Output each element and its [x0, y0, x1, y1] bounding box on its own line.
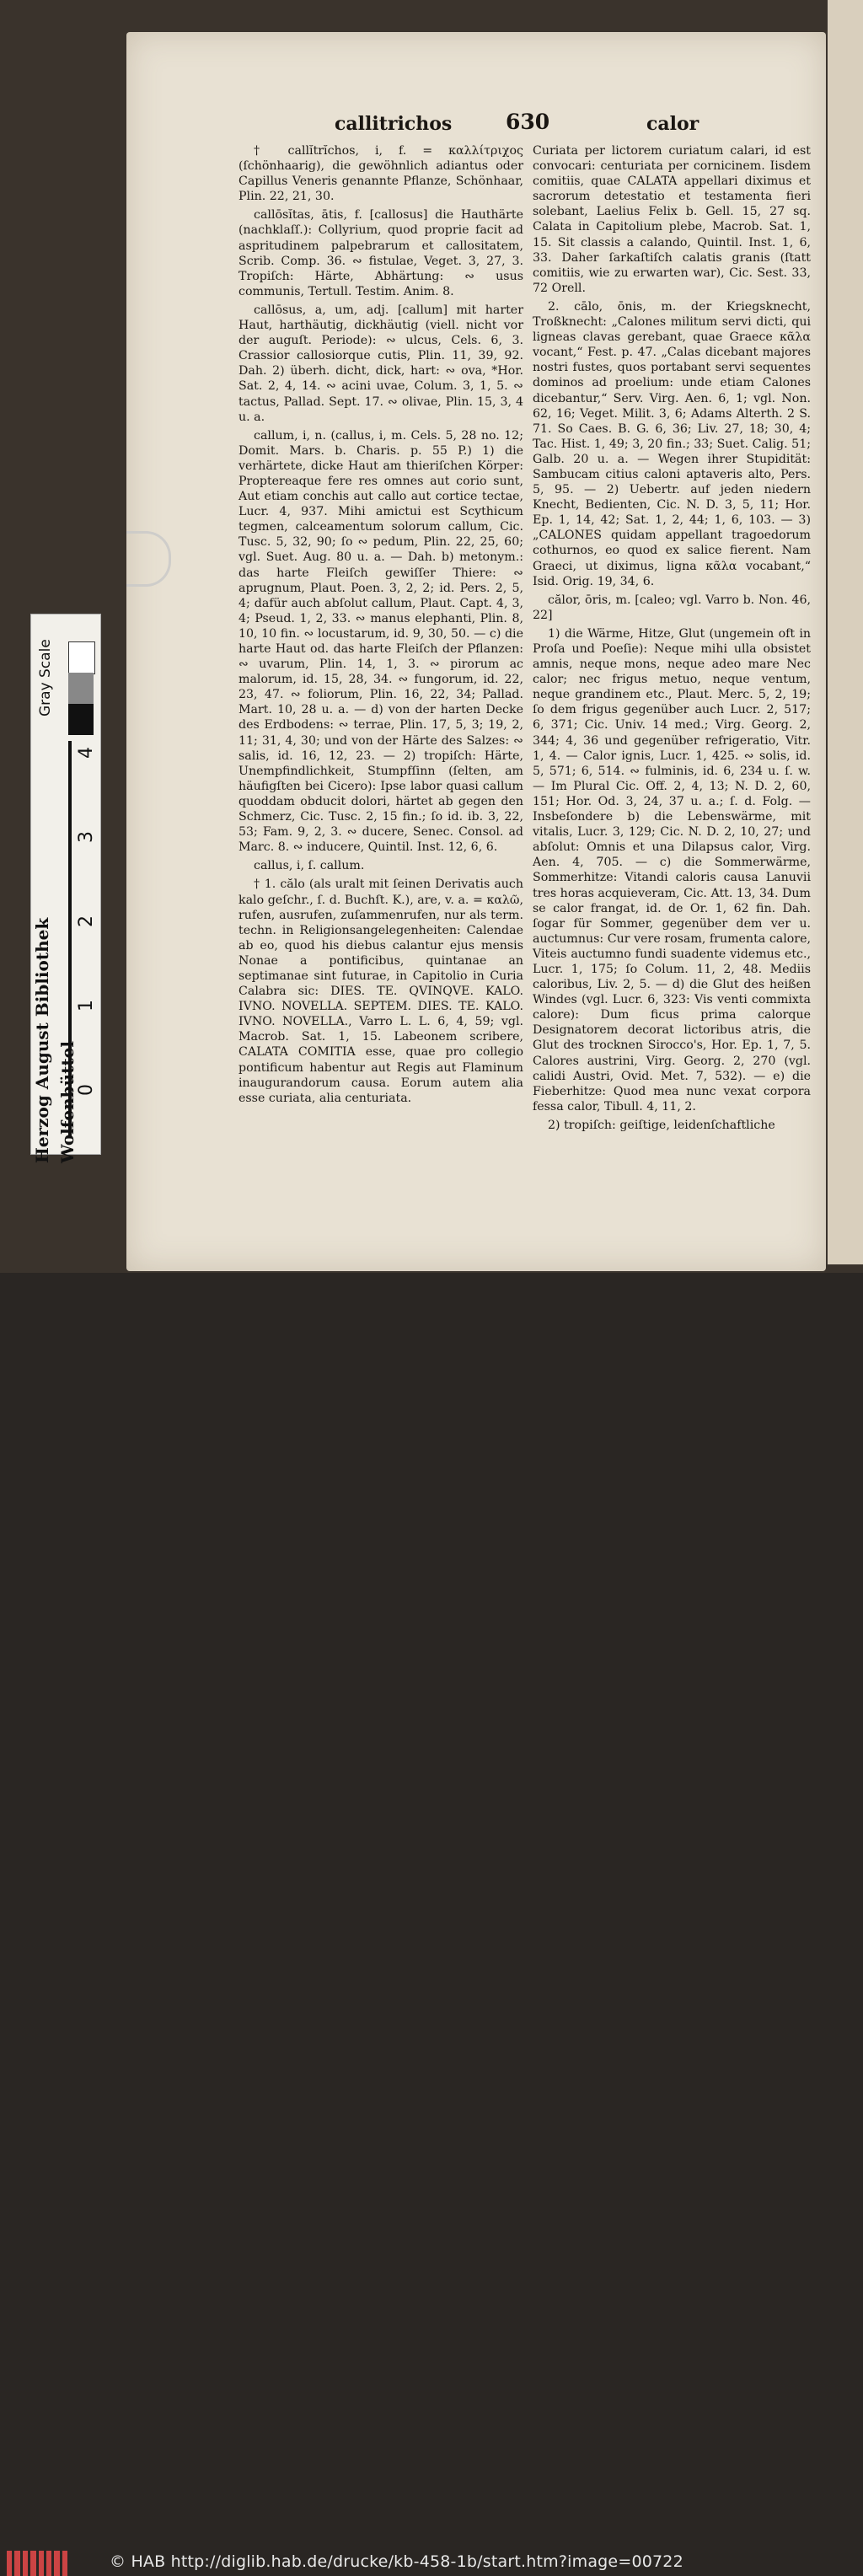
dictionary-entry	[533, 143, 811, 296]
gray-swatch-white	[68, 641, 95, 674]
entry-text: călor, ōris, m. [caleo; vgl. Varro b. Non. 46, 22]	[533, 593, 811, 622]
footer-url-text[interactable]: © HAB http://diglib.hab.de/drucke/kb-458-1b/start.htm?image=00722	[110, 2552, 683, 2571]
entry-text: callus, i, ſ. callum.	[254, 859, 365, 873]
dictionary-entry	[239, 858, 523, 873]
entry-text: callōsus, a, um, adj. [callum] mit harter Haut, harthäutig, dickhäutig (viell. nicht vor der auguſt. Periode): ∾ ulcus, Cels. 6, 3. Crassior callosiorque cutis, Plin. 11, 39, 92. Dah. 2) überh. dicht, dick, hart: ∾ ova, *Hor. Sat. 2, 4, 14. ∾ acini uvae, Colum. 3, 1, 5. ∾ tactus, Pallad. Sept. 17. ∾ olivae, Plin. 15, 3, 4 u. a.	[239, 303, 523, 424]
dictionary-entry	[533, 593, 811, 623]
dictionary-entry	[239, 877, 523, 1105]
dictionary-entry	[239, 303, 523, 425]
header-left-catchword: callitrichos	[335, 113, 453, 135]
book-page	[126, 32, 826, 1271]
entry-text: † 1. călo (als uralt mit ſeinen Derivatis auch kalo geſchr., ſ. d. Buchſt. K.), are, v. a. = καλῶ, rufen, ausrufen, zuſammenrufen, nur als term. techn. in Religionsangelegenheiten: Calendae ab eo, quod his diebus calantur ejus mensis Nonae a pontificibus, quintanae an septimanae sint futurae, in Capitolio in Curia Calabra sic: DIES. TE. QVINQVE. KALO. IVNO. NOVELLA. SEPTEM. DIES. TE. KALO. IVNO. NOVELLA., Varro L. L. 6, 4, 59; vgl. Macrob. Sat. 1, 15. Labeonem scribere, CALATA COMITIA esse, quae pro collegio pontificum habentur aut Regis aut Flaminum inaugurandorum causa. Eorum autem alia esse curiata, alia centuriata.	[239, 877, 523, 1105]
entry-text: 2. cālo, ōnis, m. der Kriegsknecht, Troßknecht: „Calones militum servi dicti, qui ligneas clavas gerebant, quae Graece κᾶλα vocant,“ Fest. p. 47. „Calas dicebant majores nostri fustes, quos portabant servi sequentes dominos ad proelium: unde etiam Calones dicebantur,“ Serv. Virg. Aen. 6, 1; vgl. Non. 62, 16; Veget. Milit. 3, 6; Adams Alterth. 2 S. 71. So Caes. B. G. 6, 36; Liv. 27, 18; 30, 4; Tac. Hist. 1, 49; 3, 20 fin.; 33; Suet. Calig. 51; Galb. 20 u. a. — Wegen ihrer Stupidität: Sambucam citius caloni aptaveris alto, Pers. 5, 95. — 2) Uebertr. auf jeden niedern Knecht, Bedienten, Cic. N. D. 3, 5, 11; Hor. Ep. 1, 14, 42; Sat. 1, 2, 44; 1, 6, 103. — 3) „CALONES quidam appellant tragoedorum cothurnos, eo quod ex salice fierent. Nam Graeci, ut diximus, ligna κᾶλα vocabant,“ Isid. Orig. 19, 34, 6.	[533, 299, 811, 588]
ruler-tick-label: 0	[76, 1084, 97, 1096]
dictionary-entry	[533, 299, 811, 589]
ruler-tick-label: 4	[76, 747, 97, 759]
gray-scale-label: Gray Scale	[37, 639, 54, 716]
dictionary-entry	[239, 428, 523, 856]
library-name: Herzog August Bibliothek	[32, 917, 52, 1163]
page-number: 630	[506, 110, 550, 134]
dictionary-entry	[239, 207, 523, 299]
entry-text: 1) die Wärme, Hitze, Glut (ungemein oft in Proſa und Poeſie): Neque mihi ulla obsistet amnis, neque mons, neque adeo mare Nec calor; nec frigus metuo, neque ventum, neque grandinem etc., Plaut. Merc. 5, 2, 19; ſo dem frigus gegenüber auch Lucr. 2, 517; 6, 371; Cic. Univ. 14 med.; Virg. Georg. 2, 344; 4, 36 und gegenüber refrigeratio, Vitr. 1, 4. — Calor ignis, Lucr. 1, 425. ∾ solis, id. 5, 571; 6, 514. ∾ fulminis, id. 6, 234 u. ſ. w. — Im Plural Cic. Off. 2, 4, 13; N. D. 2, 60, 151; Hor. Od. 3, 24, 37 u. a.; ſ. d. Folg. — Insbeſondere b) die Lebenswärme, mit vitalis, Lucr. 3, 129; Cic. N. D. 2, 10, 27; und abſolut: Omnis et una Dilapsus calor, Virg. Aen. 4, 705. — c) die Sommerwärme, Sommerhitze: Vitandi caloris causa Lanuvii tres horas acquieveram, Cic. Att. 13, 34. Dum se calor frangat, id. de Or. 1, 62 fin. Dah. ſogar für Sommer, gegenüber dem ver u. auctumnus: Cur vere rosam, frumenta calore, Viteis auctumno fundi suadente videmus etc., Lucr. 1, 175; ſo Colum. 11, 2, 48. Mediis caloribus, Liv. 2, 5. — d) die Glut des heißen Windes (vgl. Lucr. 6, 323: Vis venti commixta calore): Dum ficus prima calorque Designatorem decorat lictoribus atris, die Glut des trocknen Sirocco's, Hor. Ep. 1, 7, 5. Calores austrini, Virg. Georg. 2, 270 (vgl. calidi Austri, Ovid. Met. 7, 532). — e) die Fieberhitze: Quod mea nunc vexat corpora fessa calor, Tibull. 4, 11, 2.	[533, 626, 811, 1114]
gray-swatch-black	[68, 704, 94, 735]
entry-text: Curiata per lictorem curiatum calari, id est convocari: centuriata per cornicinem. Iisdem comitiis, quae CALATA appellari diximus et sacrorum detestatio et testamenta fieri solebant, Laelius Felix b. Gell. 15, 27 sq. Calata in Capitolium plebe, Macrob. Sat. 1, 15. Sit classis a calando, Quintil. Inst. 1, 6, 33. Daher ſarkaſtiſch calatis granis (ſtatt comitiis, wie zu erwarten war), Cic. Sest. 33, 72 Orell.	[533, 144, 811, 295]
entry-text: callum, i, n. (callus, i, m. Cels. 5, 28 no. 12; Domit. Mars. b. Charis. p. 55 P.) 1) die verhärtete, dicke Haut am thieriſchen Körper: Proptereaque fere res omnes aut corio sunt, Aut etiam conchis aut callo aut cortice tectae, Lucr. 4, 937. Mihi amictui est Scythicum tegmen, calceamentum solorum callum, Cic. Tusc. 5, 32, 90; ſo ∾ pedum, Plin. 22, 25, 60; vgl. Suet. Aug. 80 u. a. — Dah. b) metonym.: das harte Fleiſch gewiſſer Thiere: ∾ aprugnum, Plaut. Poen. 3, 2, 2; id. Pers. 2, 5, 4; dafür auch abſolut callum, Plaut. Capt. 4, 3, 4; Pseud. 1, 2, 33. ∾ manus elephanti, Plin. 8, 10, 10 fin. ∾ locustarum, id. 9, 30, 50. — c) die harte Haut od. das harte Fleiſch der Pflanzen: ∾ uvarum, Plin. 14, 1, 3. ∾ pirorum ac malorum, id. 15, 28, 34. ∾ fungorum, id. 22, 23, 47. ∾ foliorum, Plin. 16, 22, 34; Pallad. Mart. 10, 28 u. a. — d) von der harten Decke des Erdbodens: ∾ terrae, Plin. 17, 5, 3; 19, 2, 11; 31, 4, 30; und von der Härte des Salzes: ∾ salis, id. 16, 12, 23. — 2) tropiſch: Härte, Unempfindlichkeit, Stumpfſinn (ſelten, am häufigſten bei Cicero): Ipse labor quasi callum quoddam obducit dolori, härtet ab gegen den Schmerz, Cic. Tusc. 2, 15 fin.; ſo id. ib. 3, 22, 53; Fam. 9, 2, 3. ∾ ducere, Senec. Consol. ad Marc. 8. ∾ inducere, Quintil. Inst. 12, 6, 6.	[239, 428, 523, 855]
library-label	[32, 917, 88, 1273]
dictionary-entry	[533, 626, 811, 1114]
ruler-tick-label: 2	[76, 915, 97, 927]
bookmark-ribbon	[126, 531, 171, 587]
entry-text: callōsĭtas, ātis, f. [callosus] die Hauthärte (nachklaſſ.): Collyrium, quod proprie facit ad aspritudinem palpebrarum et callositatem, Scrib. Comp. 36. ∾ fistulae, Veget. 3, 27, 3. Tropiſch: Härte, Abhärtung: ∾ usus communis, Tertull. Testim. Anim. 8.	[239, 208, 523, 298]
ruler-tick-label: 3	[76, 831, 97, 843]
entry-text: 2) tropiſch: geiſtige, leidenſchaftliche	[548, 1118, 775, 1132]
ruler-tick-label: 1	[76, 1000, 97, 1012]
right-text-column	[533, 143, 811, 1136]
adjacent-page-edge	[828, 0, 863, 1264]
footer-bar	[0, 1273, 863, 2571]
running-header	[126, 110, 826, 138]
dictionary-entry	[533, 1118, 811, 1133]
gray-swatch-mid	[68, 673, 94, 704]
entry-text: † callĭtrĭchos, i, f. = καλλίτριχος (ſchönhaarig), die gewöhnlich adiantus oder Capillus Veneris genannte Pflanze, Schönhaar, Plin. 22, 21, 30.	[239, 144, 523, 204]
left-text-column	[239, 143, 523, 1109]
header-right-catchword: calor	[646, 113, 700, 135]
library-city: Wolfenbüttel	[57, 1041, 78, 1163]
hab-logo-icon	[7, 2551, 67, 2576]
dictionary-entry	[239, 143, 523, 204]
scan-background	[0, 0, 863, 1273]
